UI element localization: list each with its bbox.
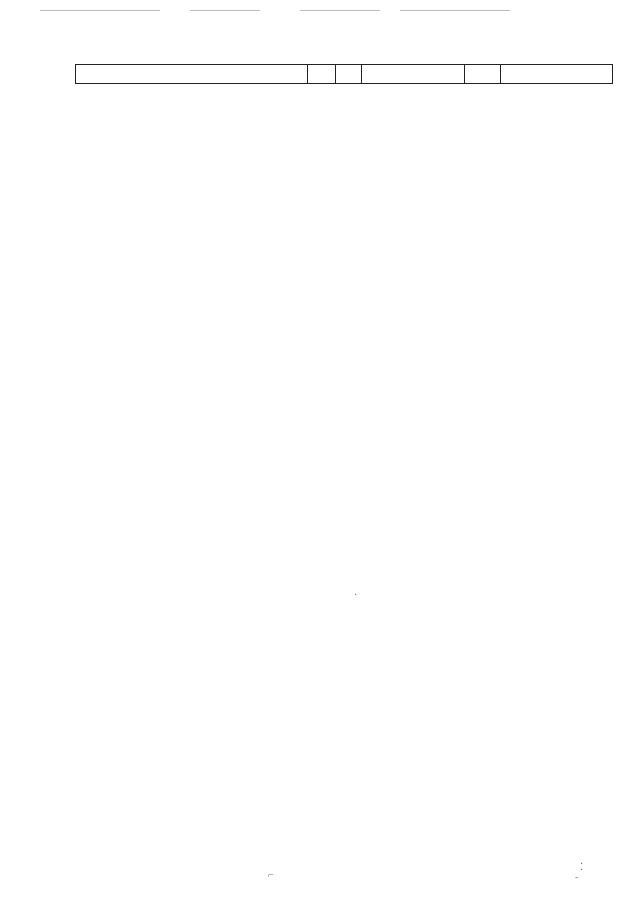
scan-speck: ⁚ xyxy=(580,862,584,873)
column-header-6 xyxy=(501,65,613,84)
scan-speck: ⌐ xyxy=(268,870,274,881)
column-header-5 xyxy=(465,65,501,84)
scan-artifact xyxy=(40,10,160,11)
scan-speck: ˜ xyxy=(575,876,579,887)
scan-artifact xyxy=(400,10,510,11)
scan-speck: · xyxy=(354,590,358,601)
column-header-3 xyxy=(336,65,362,84)
scan-artifact xyxy=(300,10,380,11)
column-header-1 xyxy=(76,65,308,84)
column-header-4 xyxy=(362,65,465,84)
scan-artifact xyxy=(190,10,260,11)
column-header-2 xyxy=(308,65,336,84)
column-header-table xyxy=(75,64,613,84)
